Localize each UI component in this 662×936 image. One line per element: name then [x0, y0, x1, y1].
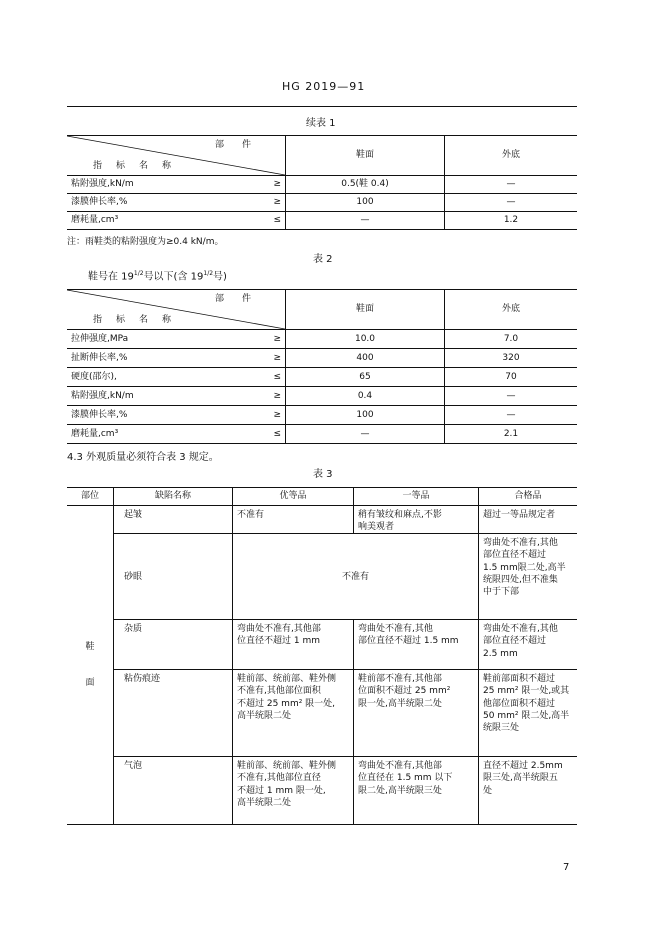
defect-name: 粘伤痕迹 [114, 670, 233, 757]
table2-caption: 表 2 [313, 254, 333, 265]
cell-value: 0.4 [286, 387, 445, 406]
header-cell: 部位 [80, 491, 99, 502]
table-row [67, 330, 577, 349]
table-row [67, 406, 577, 425]
page-number: 7 [563, 862, 570, 873]
cell-value: 稍有皱纹和麻点,不影 响美观者 [354, 506, 479, 534]
comparison-symbol: ≥ [273, 409, 281, 420]
header-cell: 缺陷名称 [114, 488, 233, 506]
row-name: 粘附强度,kN/m [71, 179, 134, 190]
cell-value: 100 [286, 194, 445, 212]
fraction: 1/2 [203, 270, 214, 277]
row-name: 磨耗量,cm³ [71, 428, 119, 439]
table-row [67, 387, 577, 406]
cell-value: 弯曲处不准有,其他 部位直径不超过 2.5 mm [479, 620, 578, 670]
cell-value: 鞋前部、统前部、鞋外侧 不准有,其他部位面积 不超过 25 mm² 限一处, 高半统限二处 [233, 670, 354, 757]
table-row [67, 368, 577, 387]
cell-value: 直径不超过 2.5mm 限三处,高半统限五 处 [479, 757, 578, 825]
defect-name: 砂眼 [114, 534, 233, 620]
row-label [67, 349, 286, 368]
cell-value: — [445, 387, 578, 406]
table2-corner-cell [67, 290, 286, 330]
row-name: 漆膜伸长率,% [71, 409, 128, 420]
comparison-symbol: ≥ [273, 179, 281, 190]
cell-value: 弯曲处不准有,其他部 位直径在 1.5 mm 以下 限二处,高半统限三处 [354, 757, 479, 825]
row-label [67, 176, 286, 194]
table-row [67, 620, 577, 670]
defect-name: 起皱 [114, 506, 233, 534]
comparison-symbol: ≤ [273, 428, 281, 439]
row-label [67, 194, 286, 212]
cell-value: 65 [286, 368, 445, 387]
comparison-symbol: ≤ [273, 371, 281, 382]
row-name: 磨耗量,cm³ [71, 215, 119, 226]
cell-value: 2.1 [445, 425, 578, 444]
cell-value: 70 [445, 368, 578, 387]
cell-value: 7.0 [445, 330, 578, 349]
header-cell: 优等品 [233, 488, 354, 506]
header-cell: 合格品 [479, 488, 578, 506]
section-text: 4.3 外观质量必须符合表 3 规定。 [67, 452, 219, 463]
table1-caption: 续表 1 [306, 118, 336, 129]
row-label [67, 330, 286, 349]
cell-value: 鞋前部不准有,其他部 位面积不超过 25 mm² 限一处,高半统限二处 [354, 670, 479, 757]
cell-value: 320 [445, 349, 578, 368]
table-row [67, 349, 577, 368]
cell-value: 弯曲处不准有,其他部 位直径不超过 1 mm [233, 620, 354, 670]
cell-value: 不准有 [233, 534, 479, 620]
cell-value: 鞋前部面积不超过 25 mm² 限一处,或其 他部位面积不超过 50 mm² 限二处,高半 统限三处 [479, 670, 578, 757]
table-row [67, 212, 577, 230]
cell-value: 鞋前部、统前部、鞋外侧 不准有,其他部位直径 不超过 1 mm 限一处, 高半统限二处 [233, 757, 354, 825]
row-name: 硬度(邵尔), [71, 371, 117, 382]
fraction: 1/2 [133, 270, 144, 277]
cell-value: — [445, 194, 578, 212]
table1-col2-header: 外底 [445, 136, 578, 176]
table1 [67, 135, 577, 230]
table3-caption: 表 3 [313, 469, 333, 480]
table-row [67, 425, 577, 444]
comparison-symbol: ≤ [273, 215, 281, 226]
cell-value: 1.2 [445, 212, 578, 230]
table-row [67, 194, 577, 212]
table2-corner-bottom: 指标名称 [93, 314, 186, 325]
cell-value: 10.0 [286, 330, 445, 349]
part-cell: 鞋 面 [67, 506, 114, 825]
row-label [67, 368, 286, 387]
comparison-symbol: ≥ [273, 197, 281, 208]
table1-corner-cell [67, 136, 286, 176]
row-name: 拉伸强度,MPa [71, 333, 129, 344]
defect-name: 杂质 [114, 620, 233, 670]
table2 [67, 289, 577, 444]
row-label [67, 387, 286, 406]
comparison-symbol: ≥ [273, 352, 281, 363]
table1-corner-bottom: 指标名称 [93, 160, 186, 171]
cell-value: 100 [286, 406, 445, 425]
row-label [67, 406, 286, 425]
cell-value: 超过一等品规定者 [479, 506, 578, 534]
table1-corner-top: 部件 [214, 140, 269, 150]
subtitle-middle: 号以下(含 19 [143, 271, 204, 283]
table-row [67, 757, 577, 825]
cell-value: 弯曲处不准有,其他 部位直径不超过 1.5 mm [354, 620, 479, 670]
cell-value: — [286, 212, 445, 230]
row-label [67, 212, 286, 230]
comparison-symbol: ≥ [273, 333, 281, 344]
table2-subtitle [88, 270, 227, 284]
row-name: 扯断伸长率,% [71, 352, 128, 363]
row-name: 粘附强度,kN/m [71, 390, 134, 401]
table2-header-row [67, 290, 577, 330]
table3-header-row [67, 488, 577, 506]
cell-value: 不准有 [233, 506, 354, 534]
table1-note: 注：雨鞋类的粘附强度为≥0.4 kN/m。 [67, 237, 224, 247]
table2-col1-header: 鞋面 [286, 290, 445, 330]
row-label [67, 425, 286, 444]
cell-value: 400 [286, 349, 445, 368]
cell-value: — [445, 406, 578, 425]
comparison-symbol: ≥ [273, 390, 281, 401]
table-row [67, 506, 577, 534]
row-name: 漆膜伸长率,% [71, 197, 128, 208]
subtitle-suffix: 号) [213, 271, 227, 283]
table-row [67, 670, 577, 757]
cell-value: — [286, 425, 445, 444]
defect-name: 气泡 [114, 757, 233, 825]
cell-value: 0.5(鞋 0.4) [286, 176, 445, 194]
subtitle-prefix: 鞋号在 19 [88, 271, 134, 283]
table1-header-row [67, 136, 577, 176]
table2-col2-header: 外底 [445, 290, 578, 330]
cell-value: 弯曲处不准有,其他 部位直径不超过 1.5 mm限二处,高半 统限四处,但不准集 中于下部 [479, 534, 578, 620]
document-code: HG 2019—91 [282, 80, 366, 93]
table-row [67, 534, 577, 620]
table2-corner-top: 部件 [214, 294, 269, 304]
cell-value: — [445, 176, 578, 194]
table1-col1-header: 鞋面 [286, 136, 445, 176]
header-rule [67, 106, 577, 107]
header-cell: 一等品 [354, 488, 479, 506]
table-row [67, 176, 577, 194]
table3 [67, 487, 577, 825]
